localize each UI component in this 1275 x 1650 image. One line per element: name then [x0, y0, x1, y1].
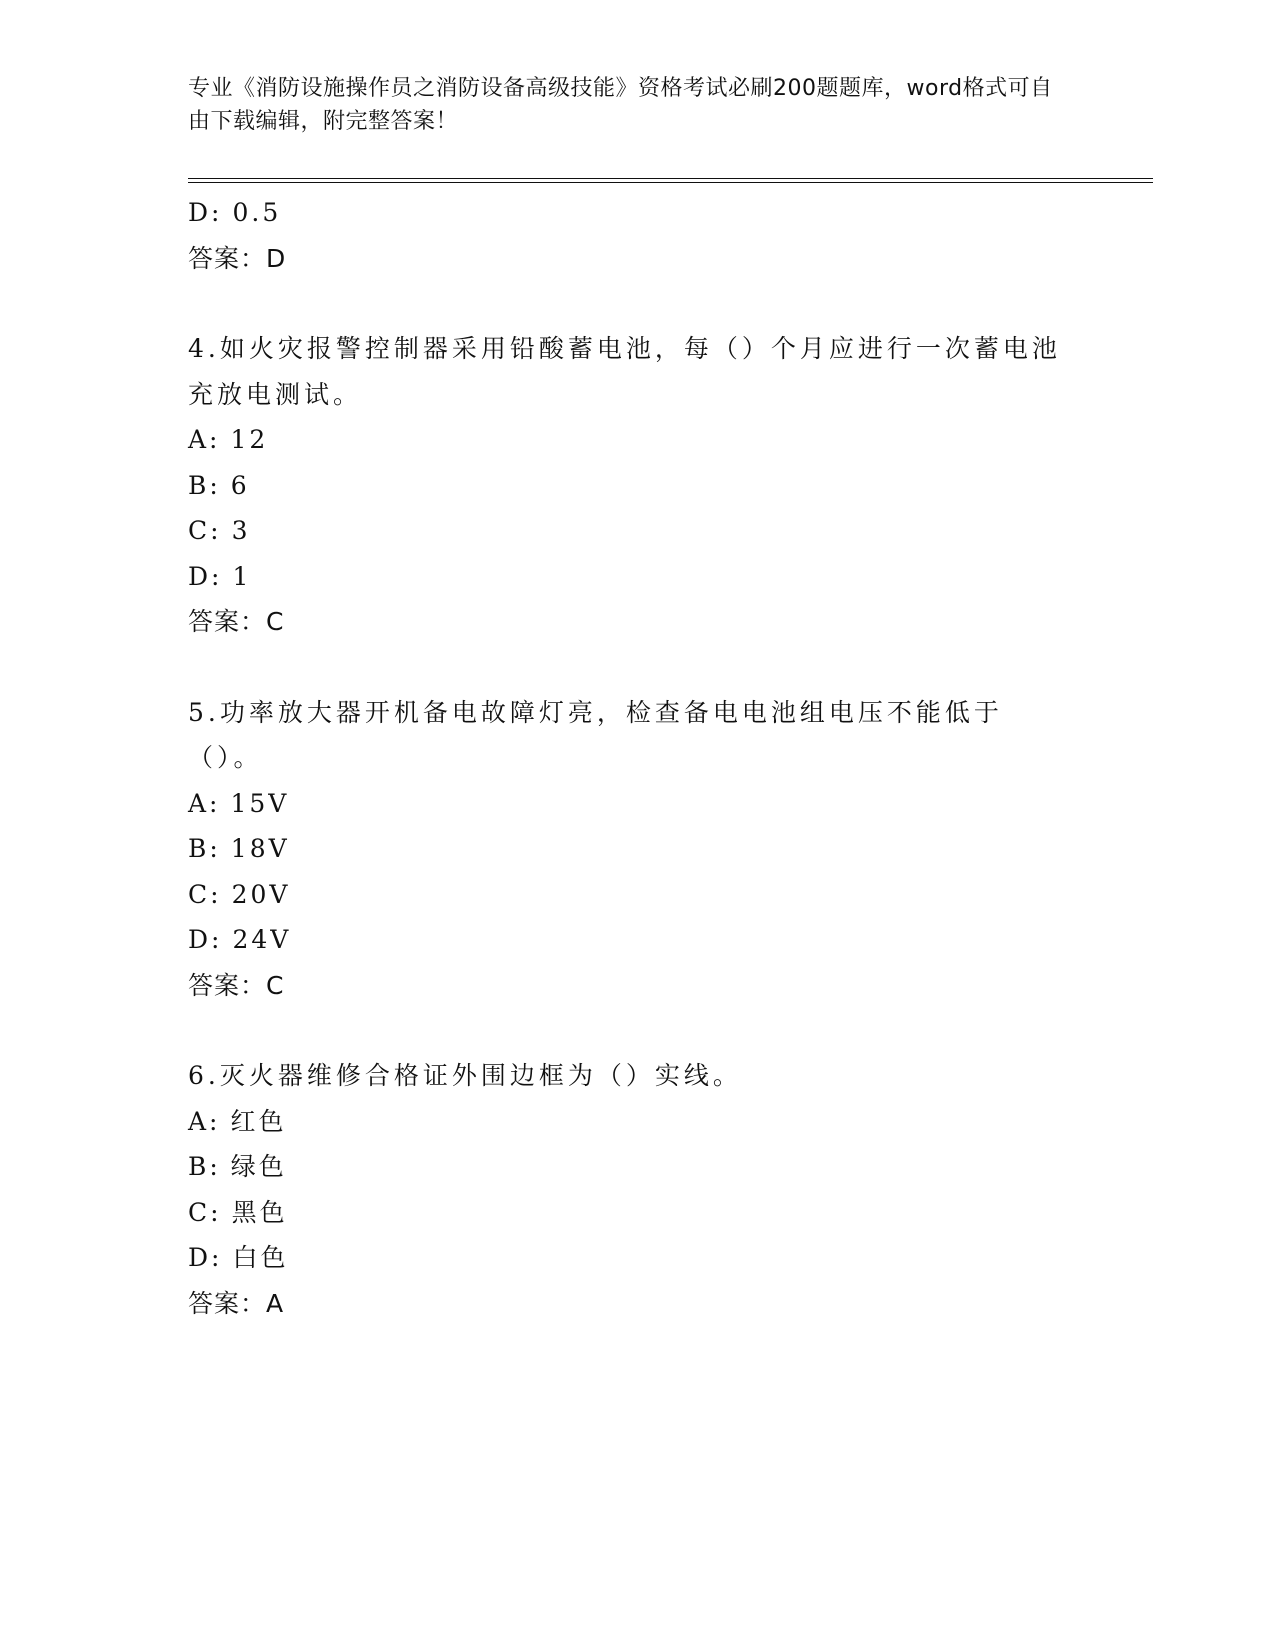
- option-item: [188, 417, 1088, 463]
- question-block: [188, 1053, 1088, 1326]
- option-item: [188, 872, 1088, 918]
- option-text: 绿色: [230, 1152, 287, 1181]
- option-letter: D:: [188, 1243, 223, 1272]
- option-text: 18V: [230, 834, 290, 863]
- option-text: 红色: [230, 1106, 287, 1136]
- header-divider-top: [188, 178, 1153, 179]
- answer-line: 答案：D: [188, 243, 287, 273]
- option-item: [188, 1099, 1088, 1145]
- option-item: [188, 917, 1088, 963]
- question-block: [188, 690, 1088, 1009]
- answer-line: 答案：A: [188, 1288, 285, 1318]
- option-letter: C:: [188, 1197, 222, 1227]
- answer-line: 答案：C: [188, 607, 285, 636]
- option-item: [188, 1235, 1088, 1281]
- option-item: [188, 1144, 1088, 1190]
- carryover-question-tail: [188, 190, 1088, 281]
- option-text: 12: [230, 425, 269, 454]
- option-letter: D:: [188, 198, 223, 227]
- option-text: 24V: [232, 925, 292, 954]
- option-text: 3: [231, 516, 251, 545]
- answer-line: 答案：C: [188, 970, 285, 1000]
- option-item: [188, 1190, 1088, 1236]
- option-item: [188, 826, 1088, 872]
- option-item: [188, 190, 1088, 236]
- header-divider-bottom: [188, 182, 1153, 183]
- option-text: 20V: [231, 879, 291, 909]
- option-letter: B:: [188, 470, 221, 500]
- option-letter: C:: [188, 516, 222, 545]
- option-letter: D:: [188, 561, 223, 591]
- option-item: [188, 508, 1088, 554]
- option-letter: A:: [188, 425, 221, 454]
- option-letter: C:: [188, 879, 222, 909]
- option-item: [188, 554, 1088, 600]
- question-stem: 4.如火灾报警控制器采用铅酸蓄电池，每（）个月应进行一次蓄电池充放电测试。: [188, 334, 1061, 409]
- header-title: 专业《消防设施操作员之消防设备高级技能》资格考试必刷200题题库，word格式可自由下载编辑，附完整答案！: [188, 76, 1053, 134]
- option-letter: B:: [188, 1152, 221, 1181]
- option-text: 6: [230, 470, 250, 500]
- option-item: [188, 463, 1088, 509]
- page-header: [188, 72, 1068, 138]
- document-body: [188, 190, 1088, 1326]
- option-text: 白色: [232, 1243, 289, 1272]
- question-stem: 6.灭火器维修合格证外围边框为（）实线。: [188, 1061, 742, 1090]
- option-item: [188, 781, 1088, 827]
- question-stem: 5.功率放大器开机备电故障灯亮，检查备电电池组电压不能低于（）。: [188, 697, 1003, 772]
- option-letter: D:: [188, 925, 223, 954]
- question-block: [188, 326, 1088, 645]
- option-text: 黑色: [231, 1197, 288, 1227]
- option-text: 1: [232, 561, 252, 591]
- option-letter: A:: [188, 788, 221, 818]
- option-letter: B:: [188, 834, 221, 863]
- option-letter: A:: [188, 1106, 221, 1136]
- option-text: 15V: [230, 788, 290, 818]
- option-text: 0.5: [232, 198, 282, 227]
